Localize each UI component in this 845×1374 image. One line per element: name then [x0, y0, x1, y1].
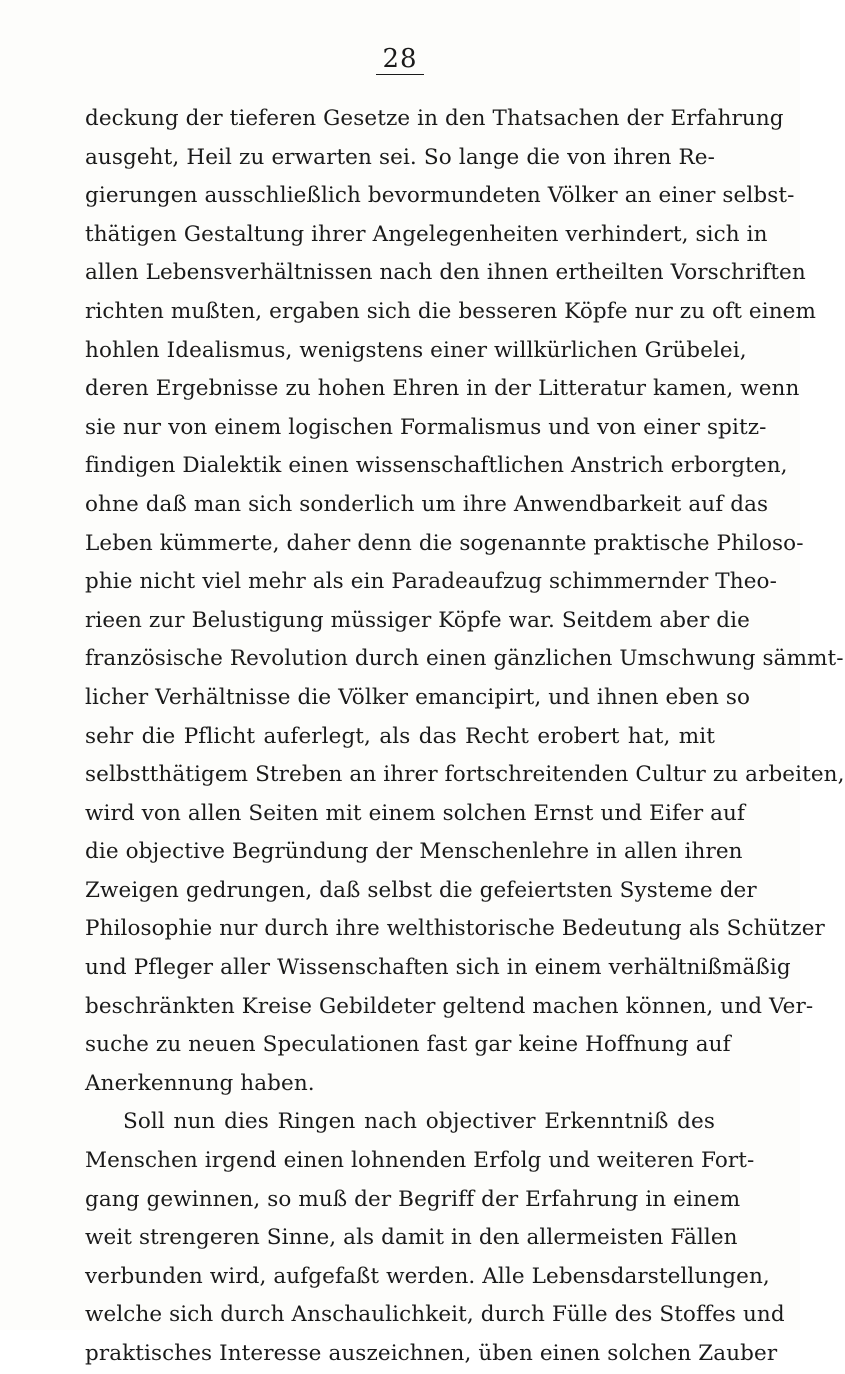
text-line: praktisches Interesse auszeichnen, üben einen solchen Zauber [85, 1341, 778, 1366]
text-line: französische Revolution durch einen gänzlichen Umschwung sämmt- [85, 646, 844, 672]
text-line: ausgeht, Heil zu erwarten sei. So lange die von ihren Re- [85, 144, 715, 170]
text-line: ohne daß man sich sonderlich um ihre Anwendbarkeit auf das [85, 491, 769, 517]
text-line: welche sich durch Anschaulichkeit, durch Fülle des Stoffes und [85, 1302, 785, 1328]
text-line: Philosophie nur durch ihre welthistorische Bedeutung als Schützer [85, 916, 825, 942]
text-line: thätigen Gestaltung ihrer Angelegenheiten verhindert, sich in [85, 221, 768, 247]
text-line: findigen Dialektik einen wissenschaftlichen Anstrich erborgten, [85, 453, 788, 479]
paragraph-start-line: Soll nun dies Ringen nach objectiver Erkenntniß des [123, 1109, 715, 1135]
text-line: phie nicht viel mehr als ein Paradeaufzug schimmernder Theo- [85, 569, 777, 595]
text-line: Leben kümmerte, daher denn die sogenannte praktische Philoso- [85, 530, 804, 556]
text-line: sie nur von einem logischen Formalismus und von einer spitz- [85, 414, 767, 440]
text-line: verbunden wird, aufgefaßt werden. Alle Lebensdarstellungen, [85, 1263, 770, 1289]
paragraph-end-line: Anerkennung haben. [85, 1070, 315, 1096]
text-line: rieen zur Belustigung müssiger Köpfe war. Seitdem aber die [85, 607, 750, 633]
text-line: hohlen Idealismus, wenigstens einer willkürlichen Grübelei, [85, 337, 747, 363]
text-line: deren Ergebnisse zu hohen Ehren in der Litteratur kamen, wenn [85, 376, 800, 402]
text-line: sehr die Pflicht auferlegt, als das Recht erobert hat, mit [85, 723, 715, 749]
text-line: deckung der tieferen Gesetze in den Thatsachen der Erfahrung [85, 106, 784, 131]
text-line: selbstthätigem Streben an ihrer fortschreitenden Cultur zu arbeiten, [85, 762, 845, 788]
page-number [0, 44, 800, 75]
text-line: licher Verhältnisse die Völker emancipirt, und ihnen eben so [85, 684, 751, 710]
text-line: weit strengeren Sinne, als damit in den allermeisten Fällen [85, 1225, 738, 1251]
page-number-text: 28 [376, 44, 423, 75]
text-line: Zweigen gedrungen, daß selbst die gefeiertsten Systeme der [85, 877, 757, 903]
text-line: suche zu neuen Speculationen fast gar keine Hoffnung auf [85, 1032, 731, 1058]
text-line: die objective Begründung der Menschenlehre in allen ihren [85, 839, 743, 865]
text-line: beschränkten Kreise Gebildeter geltend machen können, und Ver- [85, 993, 814, 1019]
text-line: richten mußten, ergaben sich die besseren Köpfe nur zu oft einem [85, 298, 816, 324]
text-line: gang gewinnen, so muß der Begriff der Erfahrung in einem [85, 1186, 741, 1212]
text-line: gierungen ausschließlich bevormundeten Völker an einer selbst- [85, 183, 795, 209]
body-text [85, 100, 845, 1374]
text-line: und Pfleger aller Wissenschaften sich in einem verhältnißmäßig [85, 955, 791, 981]
text-line: allen Lebensverhältnissen nach den ihnen ertheilten Vorschriften [85, 260, 806, 286]
text-line: Menschen irgend einen lohnenden Erfolg und weiteren Fort- [85, 1148, 755, 1174]
text-line: wird von allen Seiten mit einem solchen Ernst und Eifer auf [85, 800, 746, 826]
